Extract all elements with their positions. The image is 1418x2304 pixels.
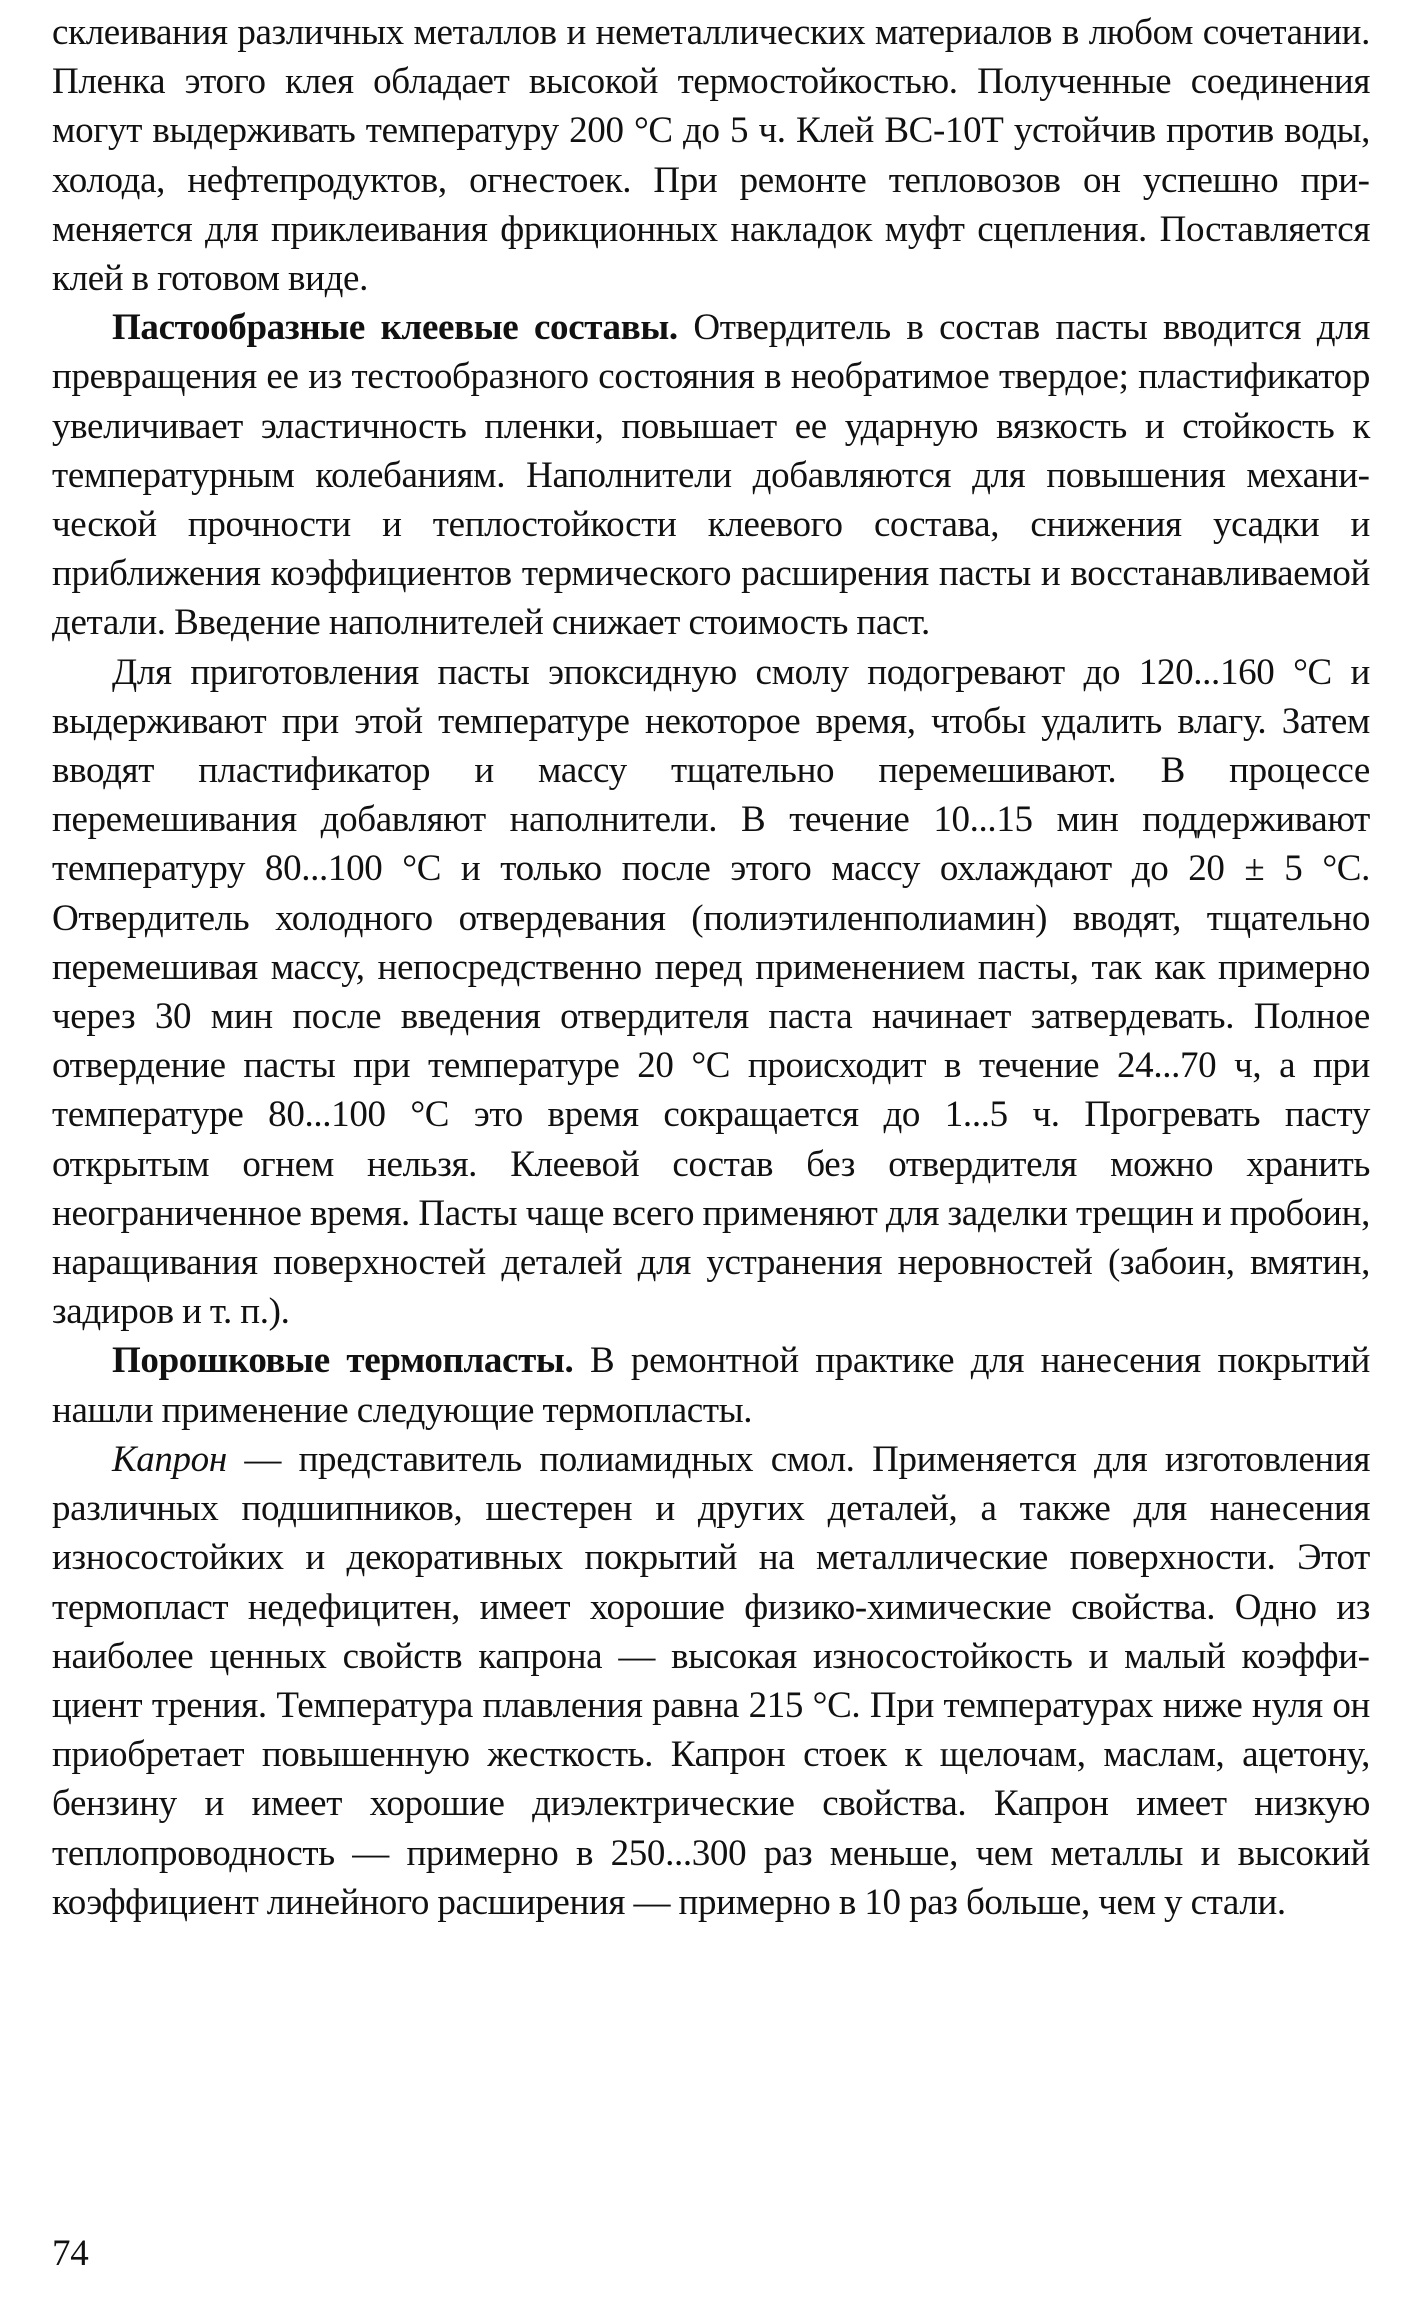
paragraph-p2 [52,303,1370,647]
paragraph-p2-text: Отвердитель в состав пасты вводится для превращения ее из тестообразного состояния в необратимое твердое; пластификатор увеличивает эластичность пленки, повышает ее ударную вязкость и стойкость к температурным колебаниям. Наполнители добавляются для повышения механической прочности и теплостойкости клеевого состава, снижения усадки и приближения коэффициентов термического расширения пасты и восстанавливаемой детали. Введение наполнителей снижает стоимость паст. [52,307,1370,644]
paragraph-p4-text: В ремонтной практике для нанесения покрытий нашли применение следующие термопласты. [52,1340,1370,1431]
term-kapron: Капрон [112,1438,227,1480]
section-heading-powder-thermoplastics: Порошковые термопласты. [112,1340,574,1382]
paragraph-p1-text: склеивания различных металлов и неметаллических материалов в любом сочетании. Пленка этого клея обладает высокой термостойкостью. Полученные соединения могут выдерживать температуру 200 °С до 5 ч. Клей ВС-10Т устойчив против воды, холода, нефтепродуктов, огнестоек. При ремонте тепловозов он успешно применяется для приклеивания фрикционных накладок муфт сцепления. Поставляется клей в готовом виде. [52,12,1370,300]
paragraph-p1 [52,8,1370,303]
section-heading-paste-adhesives: Пастообразные клеевые составы. [112,307,678,349]
page-number: 74 [52,2233,89,2274]
paragraph-p5-text: — представитель полиамидных смол. Применяется для изготовления различных подшипников, шестерен и других деталей, а также для нанесения износостойких и декоративных покрытий на металлические поверхности. Этот термопласт недефицитен, имеет хорошие физико-химические свойства. Одно из наиболее ценных свойств капрона — высокая износостойкость и малый коэффициент трения. Температура плавления равна 215 °С. При температурах ниже нуля он приобретает повышенную жесткость. Капрон стоек к щелочам, маслам, ацетону, бензину и имеет хорошие диэлектрические свойства. Капрон имеет низкую теплопроводность — примерно в 250...300 раз меньше, чем металлы и высокий коэффициент линейного расширения — примерно в 10 раз больше, чем у стали. [52,1438,1370,1923]
paragraph-p3-text: Для приготовления пасты эпоксидную смолу подогревают до 120...160 °С и выдерживают при этой температуре некоторое время, чтобы удалить влагу. Затем вводят пластификатор и массу тщательно перемешивают. В процессе перемешивания добавляют наполнители. В течение 10...15 мин поддерживают температуру 80...100 °С и только после этого массу охлаждают до 20 ± 5 °С. Отвердитель холодного отвердевания (полиэтиленполиамин) вводят, тщательно перемешивая массу, непосредственно перед применением пасты, так как примерно через 30 мин после введения отвердителя паста начинает затвердевать. Полное отвердение пасты при температуре 20 °С происходит в течение 24...70 ч, а при температуре 80...100 °С это время сокращается до 1...5 ч. Прогревать пасту открытым огнем нельзя. Клеевой состав без отвердителя можно хранить неограниченное время. Пасты чаще всего применяют для заделки трещин и пробоин, наращивания поверхностей деталей для устранения неровностей (забоин, вмятин, задиров и т. п.). [52,651,1370,1333]
body-text [52,8,1370,1927]
paragraph-p5 [52,1435,1370,1927]
paragraph-p3 [52,648,1370,1337]
paragraph-p4 [52,1336,1370,1434]
